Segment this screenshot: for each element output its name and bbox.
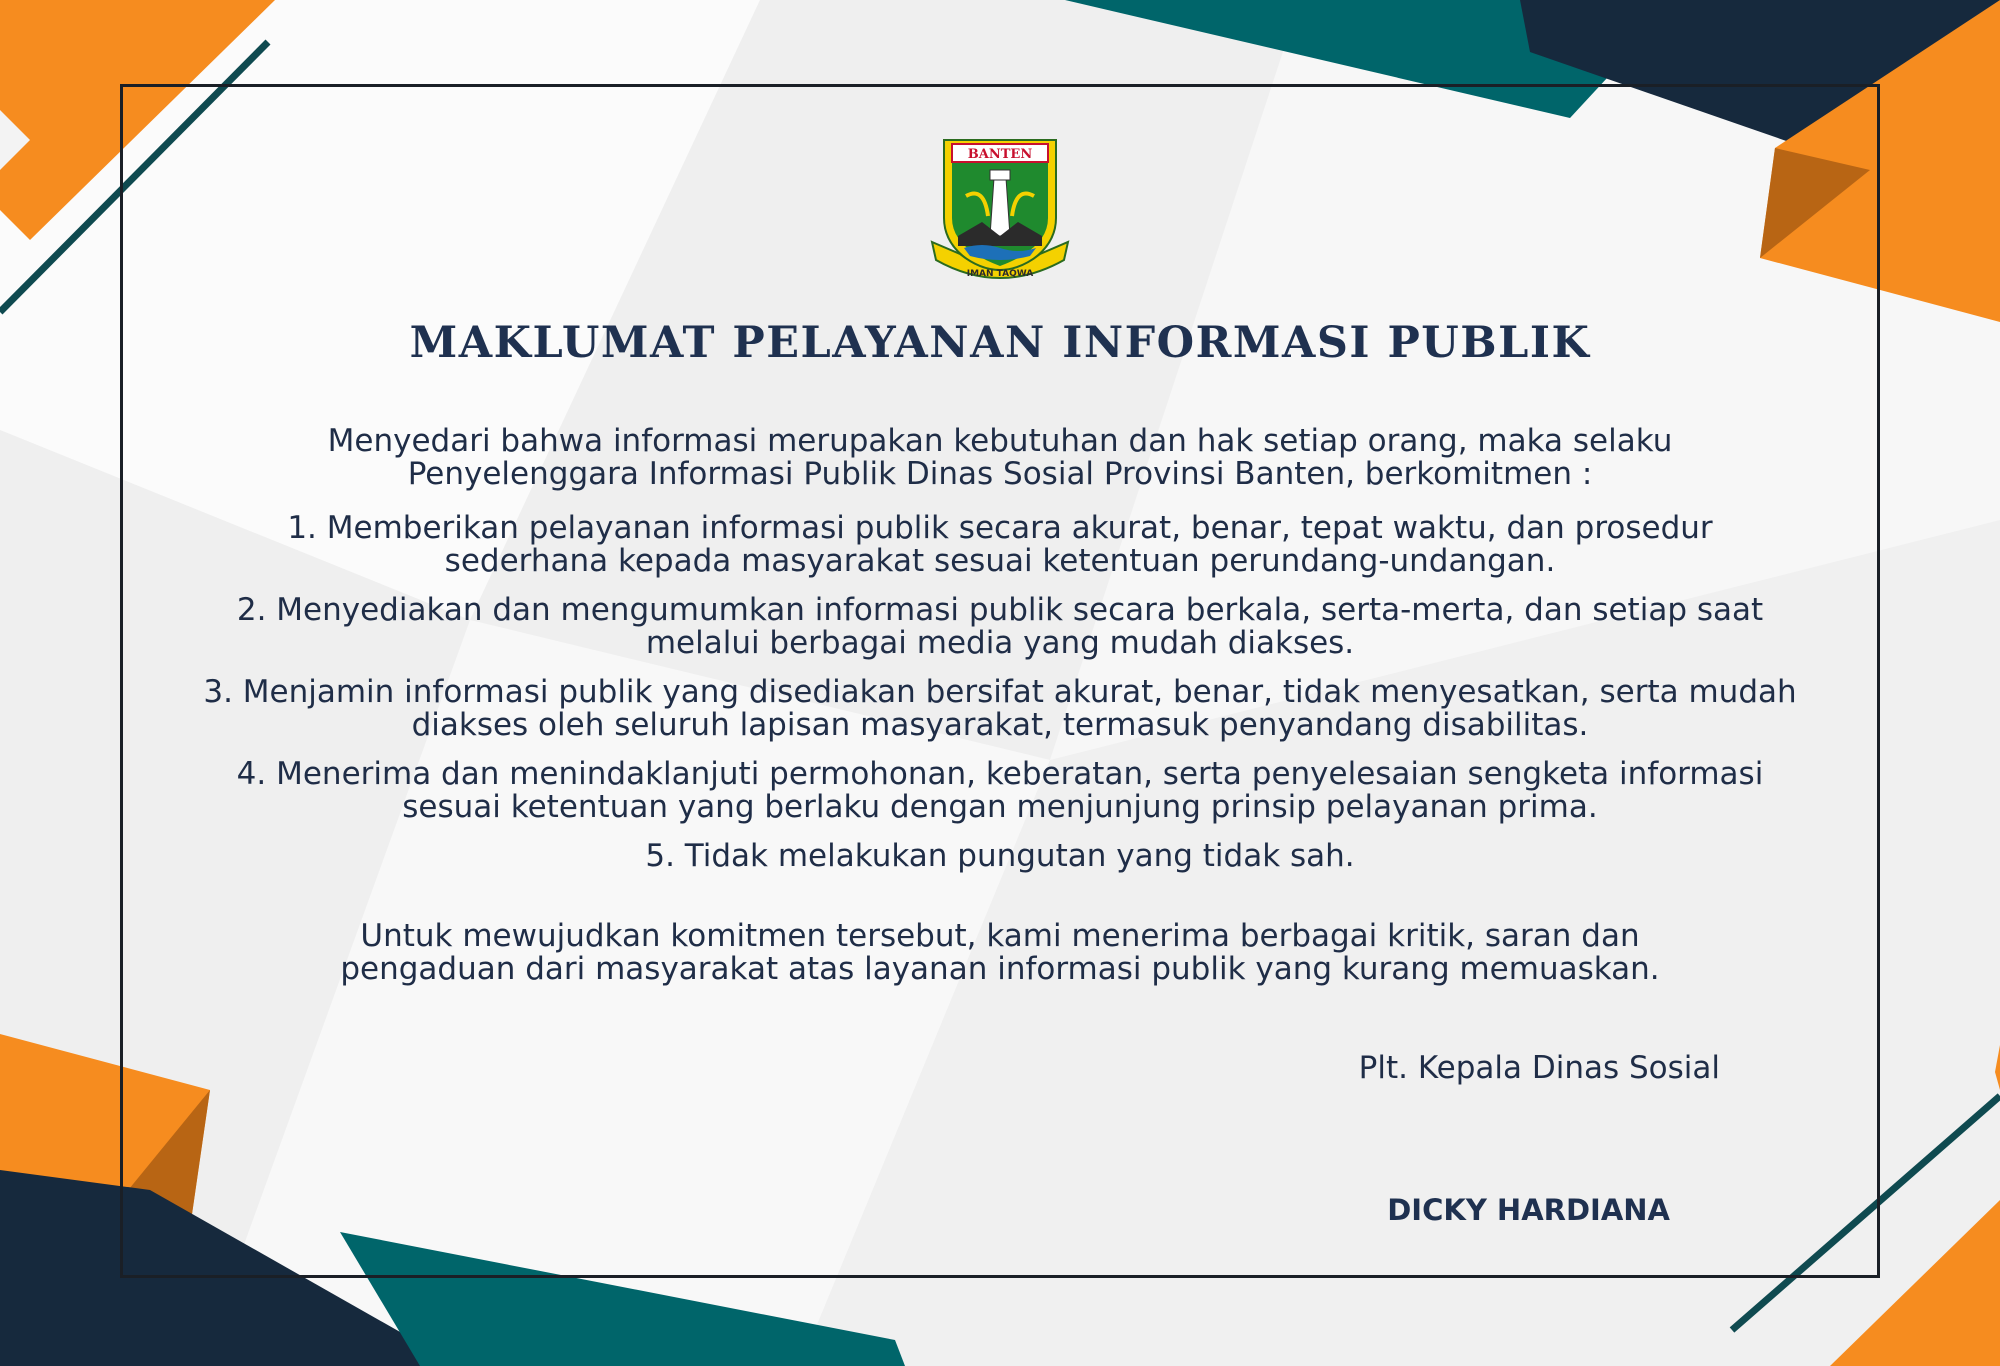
intro-paragraph	[150, 425, 1850, 491]
commitment-line: 4. Menerima dan menindaklanjuti permohonan, keberatan, serta penyelesaian sengketa informasi	[236, 756, 1764, 792]
commitment-line: 2. Menyediakan dan mengumumkan informasi publik secara berkala, serta-merta, dan setiap saat	[236, 592, 1764, 628]
closing-paragraph	[150, 920, 1850, 986]
intro-line: Penyelenggara Informasi Publik Dinas Sosial Provinsi Banten, berkomitmen :	[407, 456, 1593, 492]
commitment-line: 5. Tidak melakukan pungutan yang tidak sah.	[645, 838, 1355, 874]
intro-line: Menyedari bahwa informasi merupakan kebutuhan dan hak setiap orang, maka selaku	[327, 423, 1673, 459]
commitment-item-5	[150, 840, 1850, 873]
closing-line: pengaduan dari masyarakat atas layanan informasi publik yang kurang memuaskan.	[340, 951, 1660, 987]
commitment-line: melalui berbagai media yang mudah diakses.	[645, 625, 1355, 661]
commitment-item-2	[150, 594, 1850, 660]
commitment-line: 3. Menjamin informasi publik yang disediakan bersifat akurat, benar, tidak menyesatkan, serta mudah	[203, 674, 1797, 710]
closing-line: Untuk mewujudkan komitmen tersebut, kami menerima berbagai kritik, saran dan	[360, 918, 1640, 954]
commitment-item-1	[150, 512, 1850, 578]
signer-title: Plt. Kepala Dinas Sosial	[1358, 1050, 1720, 1086]
banten-logo	[926, 136, 1074, 288]
svg-text:IMAN TAQWA: IMAN TAQWA	[966, 269, 1034, 279]
commitment-line: sesuai ketentuan yang berlaku dengan menjunjung prinsip pelayanan prima.	[402, 789, 1598, 825]
commitment-line: 1. Memberikan pelayanan informasi publik secara akurat, benar, tepat waktu, dan prosedur	[287, 510, 1713, 546]
commitment-item-3	[150, 676, 1850, 742]
signer-name: DICKY HARDIANA	[1387, 1193, 1670, 1227]
page-title: MAKLUMAT PELAYANAN INFORMASI PUBLIK	[409, 318, 1591, 368]
commitment-item-4	[150, 758, 1850, 824]
commitment-line: diakses oleh seluruh lapisan masyarakat, termasuk penyandang disabilitas.	[411, 707, 1589, 743]
commitment-line: sederhana kepada masyarakat sesuai ketentuan perundang-undangan.	[444, 543, 1556, 579]
svg-text:BANTEN: BANTEN	[967, 147, 1033, 162]
